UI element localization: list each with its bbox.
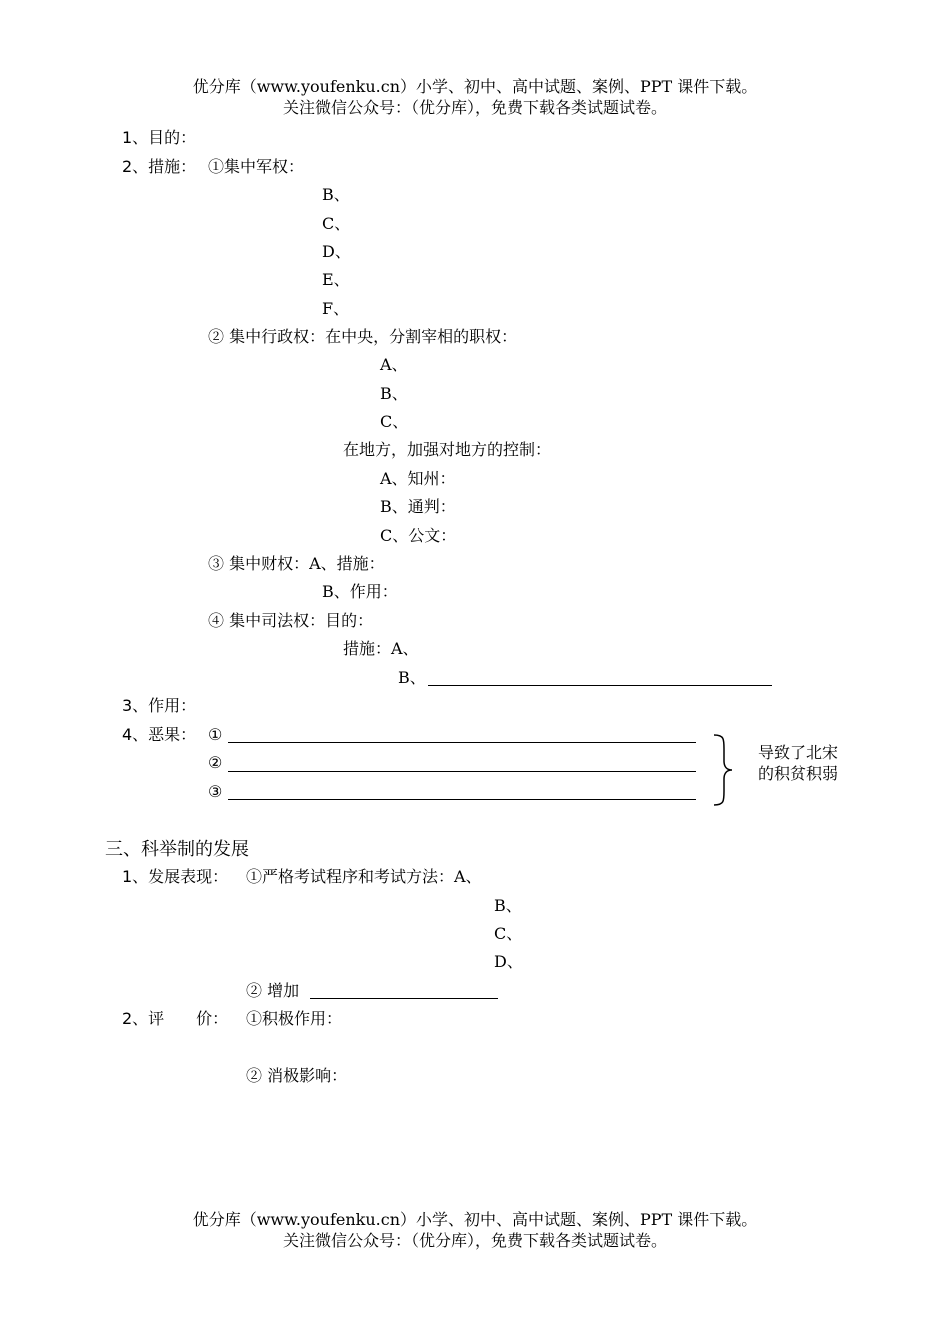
exam-procedure-label: ①严格考试程序和考试方法：A、 [246,867,482,886]
negative-effect-label: ② 消极影响： [246,1066,348,1085]
exam-d: D、 [494,952,523,971]
brace-note-line-1: 导致了北宋 [758,743,839,762]
item-evaluation-label: 2、评 价： [122,1009,229,1028]
consequence-blank-line-1 [228,742,696,743]
admin-local-a: A、知州： [380,469,456,488]
judicial-power-label: ④ 集中司法权：目的： [208,611,374,630]
admin-b: B、 [380,384,408,403]
judicial-b: B、 [398,668,426,687]
consequence-blank-line-2 [228,771,696,772]
military-b: B、 [322,185,350,204]
military-c: C、 [322,214,351,233]
increase-blank-line [310,998,498,999]
admin-c: C、 [380,412,409,431]
header-line-1: 优分库（www.youfenku.cn）小学、初中、高中试题、案例、PPT 课件下载。 [192,77,758,96]
military-e: E、 [322,270,350,289]
increase-label: ② 增加 [246,981,300,1000]
footer-line-1: 优分库（www.youfenku.cn）小学、初中、高中试题、案例、PPT 课件下载。 [192,1210,758,1229]
military-power-label: ①集中军权： [208,157,305,176]
item-measures-label: 2、措施： [122,157,197,176]
military-f: F、 [322,299,350,318]
footer-line-2: 关注微信公众号：（优分库），免费下载各类试题试卷。 [282,1231,667,1250]
consequence-marker-2: ② [208,753,223,772]
admin-power-label: ② 集中行政权：在中央，分割宰相的职权： [208,327,518,346]
admin-a: A、 [380,355,408,374]
brace-note-line-2: 的积贫积弱 [758,764,839,783]
admin-local-c: C、公文： [380,526,457,545]
admin-local-b: B、通判： [380,497,456,516]
finance-power-label: ③ 集中财权：A、措施： [208,554,385,573]
judicial-b-blank-line [428,685,772,686]
right-brace-icon [710,733,744,807]
section-title: 三、科举制的发展 [105,839,249,860]
exam-b: B、 [494,896,522,915]
item-development-label: 1、发展表现： [122,867,229,886]
item-consequences-label: 4、恶果： [122,725,197,744]
admin-local-label: 在地方，加强对地方的控制： [343,440,552,459]
header-line-2: 关注微信公众号：（优分库），免费下载各类试题试卷。 [282,98,667,117]
consequence-marker-1: ① [208,725,223,744]
military-d: D、 [322,242,351,261]
item-purpose: 1、目的： [122,128,197,147]
exam-c: C、 [494,924,523,943]
consequence-blank-line-3 [228,799,696,800]
judicial-measures: 措施：A、 [343,639,419,658]
item-effect: 3、作用： [122,696,197,715]
positive-effect-label: ①积极作用： [246,1009,343,1028]
finance-b: B、作用： [322,582,398,601]
consequence-marker-3: ③ [208,782,223,801]
